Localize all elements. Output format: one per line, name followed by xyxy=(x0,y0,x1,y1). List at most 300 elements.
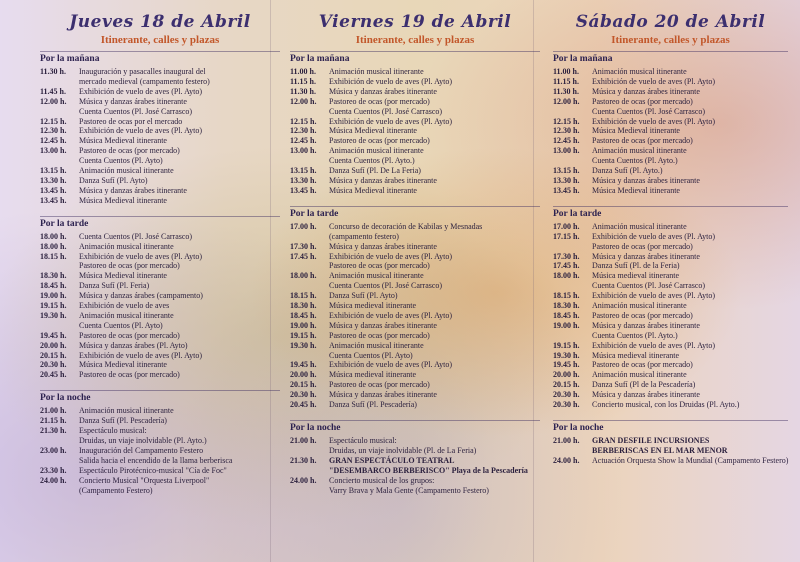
event-time xyxy=(40,261,79,271)
event-description: Pastoreo de ocas por el mercado xyxy=(79,116,183,126)
schedule-row xyxy=(40,456,280,466)
event-description: Pastoreo de ocas (por mercado) xyxy=(79,330,180,340)
event-description: Cuenta Cuentos (Pl. José Carrasco) xyxy=(79,106,193,116)
event-time xyxy=(553,107,592,117)
schedule-row xyxy=(290,291,540,301)
event-time: 13.15 h. xyxy=(553,166,580,176)
schedule-row xyxy=(553,351,788,361)
event-description: Música y danzas árabes itinerante xyxy=(79,96,187,106)
event-description: Espectáculo musical: xyxy=(79,426,147,436)
event-description: Música y danzas árabes itinerante xyxy=(329,241,437,251)
schedule-row xyxy=(553,87,788,97)
schedule-row xyxy=(40,196,280,206)
schedule-row xyxy=(290,136,540,146)
section-heading: Por la noche xyxy=(40,390,280,404)
event-description: Música Medieval itinerante xyxy=(329,185,417,195)
schedule-row xyxy=(553,301,788,311)
schedule-row xyxy=(40,341,280,351)
event-description: Música y danzas árabes itinerante xyxy=(79,185,187,195)
schedule-row xyxy=(553,232,788,242)
event-description: Pastoreo de ocas (por mercado) xyxy=(592,360,693,370)
schedule-row xyxy=(290,252,540,262)
event-description: Animación musical itinerante xyxy=(592,146,687,156)
day-title: Sábado 20 de Abril xyxy=(575,12,766,32)
schedule-row xyxy=(40,126,280,136)
event-time xyxy=(290,261,329,271)
event-description: Exhibición de vuelo de aves (Pl. Ayto) xyxy=(79,350,203,360)
event-time: 19.15 h. xyxy=(553,340,580,350)
schedule-row xyxy=(290,77,540,87)
schedule-row xyxy=(40,271,280,281)
schedule-row xyxy=(290,466,540,476)
event-description: Animación musical itinerante xyxy=(592,301,687,311)
event-time: 19.00 h. xyxy=(40,291,67,301)
event-time: 20.30 h. xyxy=(553,400,580,410)
event-time: 19.30 h. xyxy=(40,310,67,320)
event-description: "DESEMBARCO BERBERISCO" Playa de la Pescadería xyxy=(329,465,528,475)
event-description: Exhibición de vuelo de aves (Pl. Ayto) xyxy=(79,126,203,136)
event-time: 20.15 h. xyxy=(553,380,580,390)
schedule-row xyxy=(40,186,280,196)
schedule-row xyxy=(553,291,788,301)
schedule-row xyxy=(290,87,540,97)
event-time: 11.30 h. xyxy=(553,86,580,96)
schedule-row xyxy=(290,281,540,291)
event-description: Pastoreo de ocas (por mercado) xyxy=(592,96,693,106)
event-description: Cuenta Cuentos (Pl. José Carrasco) xyxy=(592,281,706,291)
section-heading: Por la noche xyxy=(290,420,540,434)
schedule-list xyxy=(553,222,788,410)
event-description: Música y danzas árabes itinerante xyxy=(592,251,700,261)
schedule-row xyxy=(290,107,540,117)
event-time: 13.00 h. xyxy=(290,146,317,156)
event-time xyxy=(40,486,79,496)
schedule-row xyxy=(553,390,788,400)
schedule-row xyxy=(290,261,540,271)
event-description: Música Medieval itinerante xyxy=(79,360,167,370)
schedule-row xyxy=(40,436,280,446)
event-description: Concierto musical, con los Druidas (Pl. Ayto.) xyxy=(592,400,740,410)
schedule-row xyxy=(40,446,280,456)
event-time: 19.15 h. xyxy=(40,301,67,311)
schedule-row xyxy=(553,436,788,446)
event-description: Animación musical itinerante xyxy=(79,166,174,176)
event-description: Pastoreo de ocas (por mercado) xyxy=(79,261,180,271)
schedule-row xyxy=(290,360,540,370)
schedule-row xyxy=(553,380,788,390)
event-description: Música medieval itinerante xyxy=(329,370,417,380)
schedule-row xyxy=(553,321,788,331)
schedule-row xyxy=(553,370,788,380)
event-time: 11.30 h. xyxy=(40,67,67,76)
event-description: Danza Sufí (Pl. Pescadería) xyxy=(79,416,167,426)
event-description: Exhibición de vuelo de aves (Pl. Ayto) xyxy=(79,86,203,96)
event-description: Animación musical itinerante xyxy=(79,241,174,251)
schedule-row xyxy=(553,97,788,107)
schedule-row xyxy=(40,156,280,166)
schedule-row xyxy=(40,476,280,486)
schedule-row xyxy=(290,380,540,390)
event-time: 13.00 h. xyxy=(40,146,67,156)
schedule-row xyxy=(290,126,540,136)
event-time: 17.30 h. xyxy=(553,251,580,261)
event-description: Música Medieval itinerante xyxy=(79,271,167,281)
schedule-row xyxy=(290,331,540,341)
schedule-row xyxy=(290,311,540,321)
schedule-row xyxy=(553,117,788,127)
event-time: 20.45 h. xyxy=(40,370,67,380)
schedule-row xyxy=(290,176,540,186)
event-time xyxy=(40,77,79,87)
event-time xyxy=(553,281,592,291)
event-description: Música Medieval itinerante xyxy=(592,185,680,195)
event-description: Música y danzas árabes itinerante xyxy=(329,390,437,400)
day-column xyxy=(40,0,280,562)
schedule-list xyxy=(553,436,788,466)
section-heading: Por la mañana xyxy=(290,51,540,65)
event-description: Cuenta Cuentos (Pl. José Carrasco) xyxy=(329,281,443,291)
schedule-row xyxy=(290,232,540,242)
event-description: Música y danzas árabes itinerante xyxy=(329,320,437,330)
event-description: Salida hacia el encendido de la llama berberisca xyxy=(79,455,233,465)
event-time xyxy=(290,156,329,166)
schedule-row xyxy=(290,186,540,196)
event-description: Animación musical itinerante xyxy=(592,67,687,76)
event-description: Música y danzas árabes (Pl. Ayto) xyxy=(79,340,188,350)
event-description: Pastoreo de ocas (por mercado) xyxy=(79,146,180,156)
schedule-row xyxy=(40,107,280,117)
event-time: 18.15 h. xyxy=(40,251,67,261)
event-time: 18.00 h. xyxy=(40,231,67,241)
schedule-row xyxy=(553,400,788,410)
event-description: Animación musical itinerante xyxy=(79,406,174,416)
event-description: Animación musical itinerante xyxy=(592,221,687,231)
event-description: Cuenta Cuentos (Pl. Ayto) xyxy=(79,320,163,330)
schedule-row xyxy=(553,166,788,176)
schedule-row xyxy=(553,360,788,370)
schedule-list xyxy=(40,406,280,495)
schedule-row xyxy=(40,281,280,291)
event-time: 17.00 h. xyxy=(290,221,317,231)
event-time: 18.30 h. xyxy=(290,301,317,311)
event-time xyxy=(290,351,329,361)
event-description: Música medieval itinerante xyxy=(592,271,680,281)
schedule-row xyxy=(290,446,540,456)
schedule-row xyxy=(553,261,788,271)
schedule-row xyxy=(40,166,280,176)
event-time: 13.45 h. xyxy=(290,185,317,195)
event-description: BERBERISCAS EN EL MAR MENOR xyxy=(592,445,728,455)
schedule-row xyxy=(290,390,540,400)
event-description: Música Medieval itinerante xyxy=(79,195,167,205)
event-description: Pastoreo de ocas (por mercado) xyxy=(329,261,430,271)
event-time: 13.15 h. xyxy=(40,166,67,176)
day-subtitle: Itinerante, calles y plazas xyxy=(355,34,475,46)
event-time: 11.00 h. xyxy=(553,67,580,76)
event-description: Danza Sufí (Pl. De La Feria) xyxy=(329,166,421,176)
event-time: 24.00 h. xyxy=(40,475,67,485)
schedule-row xyxy=(40,146,280,156)
schedule-row xyxy=(40,261,280,271)
event-time xyxy=(290,107,329,117)
event-time xyxy=(40,456,79,466)
event-time xyxy=(40,107,79,117)
schedule-row xyxy=(553,242,788,252)
event-description: (Campamento Festero) xyxy=(79,485,153,495)
schedule-row xyxy=(290,271,540,281)
event-description: Druidas, un viaje inolvidable (Pl. de La Feria) xyxy=(329,445,477,455)
event-description: Música Medieval itinerante xyxy=(79,136,167,146)
schedule-row xyxy=(40,426,280,436)
section-heading: Por la mañana xyxy=(553,51,788,65)
event-time: 12.45 h. xyxy=(290,136,317,146)
event-time: 21.00 h. xyxy=(290,436,317,445)
event-description: Exhibición de vuelo de aves (Pl. Ayto) xyxy=(592,76,716,86)
day-column xyxy=(290,0,540,562)
event-time: 12.15 h. xyxy=(290,116,317,126)
schedule-row xyxy=(40,242,280,252)
event-time: 21.00 h. xyxy=(40,406,67,416)
event-description: Danza Sufí (Pl. Pescadería) xyxy=(329,400,417,410)
event-time: 21.30 h. xyxy=(290,455,317,465)
schedule-row xyxy=(553,446,788,456)
event-time: 18.45 h. xyxy=(290,310,317,320)
event-time: 21.30 h. xyxy=(40,426,67,436)
event-time: 20.00 h. xyxy=(290,370,317,380)
event-description: Inauguración y pasacalles inaugural del xyxy=(79,67,206,76)
schedule-row xyxy=(553,146,788,156)
event-time xyxy=(290,466,329,476)
schedule-row xyxy=(290,117,540,127)
section-heading: Por la tarde xyxy=(290,206,540,220)
schedule-row xyxy=(553,126,788,136)
section-heading: Por la noche xyxy=(553,420,788,434)
event-time: 20.30 h. xyxy=(40,360,67,370)
schedule-row xyxy=(40,360,280,370)
event-description: Animación musical itinerante xyxy=(592,370,687,380)
schedule-row xyxy=(40,301,280,311)
event-time: 12.30 h. xyxy=(553,126,580,136)
event-description: Animación musical itinerante xyxy=(329,271,424,281)
schedule-row xyxy=(553,186,788,196)
schedule-row xyxy=(40,291,280,301)
event-description: Exhibición de vuelo de aves (Pl. Ayto) xyxy=(592,291,716,301)
schedule-row xyxy=(40,252,280,262)
event-time: 19.45 h. xyxy=(40,330,67,340)
event-description: Música y danzas árabes itinerante xyxy=(592,175,700,185)
event-time: 20.15 h. xyxy=(40,350,67,360)
schedule-row xyxy=(40,87,280,97)
event-time: 23.00 h. xyxy=(40,445,67,455)
event-description: Cuenta Cuentos (Pl. José Carrasco) xyxy=(592,106,706,116)
day-title: Jueves 18 de Abril xyxy=(69,12,251,32)
schedule-list xyxy=(290,436,540,495)
schedule-row xyxy=(553,252,788,262)
event-time xyxy=(40,156,79,166)
event-time: 12.45 h. xyxy=(40,136,67,146)
event-description: Concurso de decoración de Kabilas y Mesnadas xyxy=(329,221,483,231)
event-description: Exhibición de vuelo de aves (Pl. Ayto) xyxy=(329,310,453,320)
event-time: 18.00 h. xyxy=(40,241,67,251)
event-time: 13.30 h. xyxy=(553,175,580,185)
event-description: mercado medieval (campamento festero) xyxy=(79,76,210,86)
event-time: 20.45 h. xyxy=(290,400,317,410)
event-description: Concierto Musical "Orquesta Liverpool" xyxy=(79,475,210,485)
event-time: 24.00 h. xyxy=(290,475,317,485)
event-time: 20.00 h. xyxy=(553,370,580,380)
event-time: 19.45 h. xyxy=(553,360,580,370)
schedule-row xyxy=(40,416,280,426)
event-description: Cuenta Cuentos (Pl. Ayto.) xyxy=(592,156,678,166)
event-description: Pastoreo de ocas (por mercado) xyxy=(592,136,693,146)
event-description: Exhibición de vuelo de aves (Pl. Ayto) xyxy=(329,116,453,126)
section-heading: Por la mañana xyxy=(40,51,280,65)
event-time: 13.00 h. xyxy=(553,146,580,156)
event-time: 18.30 h. xyxy=(40,271,67,281)
event-time: 19.00 h. xyxy=(290,320,317,330)
event-time: 13.15 h. xyxy=(290,166,317,176)
event-time: 20.30 h. xyxy=(290,390,317,400)
event-description: Música medieval itinerante xyxy=(329,301,417,311)
event-time xyxy=(290,232,329,242)
event-time: 18.45 h. xyxy=(40,281,67,291)
event-description: (campamento festero) xyxy=(329,231,399,241)
event-description: Animación musical itinerante xyxy=(329,67,424,76)
schedule-row xyxy=(290,456,540,466)
event-time: 11.00 h. xyxy=(290,67,317,76)
event-time: 20.15 h. xyxy=(290,380,317,390)
schedule-row xyxy=(290,486,540,496)
schedule-row xyxy=(290,400,540,410)
event-time: 23.30 h. xyxy=(40,465,67,475)
schedule-row xyxy=(40,331,280,341)
event-description: Exhibición de vuelo de aves xyxy=(79,301,170,311)
event-time xyxy=(290,486,329,496)
schedule-row xyxy=(40,466,280,476)
event-time xyxy=(553,156,592,166)
schedule-row xyxy=(553,271,788,281)
schedule-row xyxy=(290,321,540,331)
event-description: Concierto musical de los grupos: xyxy=(329,475,435,485)
event-time: 24.00 h. xyxy=(553,455,580,465)
event-time: 20.30 h. xyxy=(553,390,580,400)
schedule-row xyxy=(40,370,280,380)
schedule-row xyxy=(553,311,788,321)
event-time: 12.00 h. xyxy=(40,96,67,106)
schedule-row xyxy=(40,406,280,416)
event-time: 11.30 h. xyxy=(290,86,317,96)
schedule-row xyxy=(553,156,788,166)
schedule-row xyxy=(290,67,540,77)
event-time: 12.30 h. xyxy=(40,126,67,136)
event-time: 11.15 h. xyxy=(290,76,317,86)
event-time: 13.30 h. xyxy=(290,175,317,185)
schedule-row xyxy=(290,436,540,446)
event-description: GRAN ESPECTÁCULO TEATRAL xyxy=(329,455,455,465)
event-time: 18.00 h. xyxy=(553,271,580,281)
event-description: Exhibición de vuelo de aves (Pl. Ayto) xyxy=(592,116,716,126)
schedule-row xyxy=(290,146,540,156)
event-description: Actuación Orquesta Show la Mundial (Campamento Festero) xyxy=(592,455,789,465)
schedule-row xyxy=(290,341,540,351)
schedule-row xyxy=(290,370,540,380)
schedule-row xyxy=(553,331,788,341)
event-description: Pastoreo de ocas (por mercado) xyxy=(329,330,430,340)
event-description: Danza Sufí (Pl de la Pescadería) xyxy=(592,380,696,390)
schedule-row xyxy=(290,156,540,166)
schedule-row xyxy=(40,67,280,77)
event-description: Exhibición de vuelo de aves (Pl. Ayto) xyxy=(79,251,203,261)
event-time: 18.30 h. xyxy=(553,301,580,311)
schedule-list xyxy=(290,222,540,410)
event-description: Cuenta Cuentos (Pl. Ayto) xyxy=(329,350,413,360)
event-description: Danza Sufí (Pl. Ayto) xyxy=(329,291,398,301)
schedule-row xyxy=(40,117,280,127)
schedule-row xyxy=(40,321,280,331)
event-description: Música Medieval itinerante xyxy=(592,126,680,136)
event-description: Música y danzas árabes (campamento) xyxy=(79,291,203,301)
event-time: 19.30 h. xyxy=(290,340,317,350)
schedule-row xyxy=(553,281,788,291)
schedule-row xyxy=(40,311,280,321)
event-description: Música Medieval itinerante xyxy=(329,126,417,136)
event-time: 20.00 h. xyxy=(40,340,67,350)
event-time: 12.00 h. xyxy=(290,96,317,106)
event-time: 13.45 h. xyxy=(40,185,67,195)
event-time: 13.45 h. xyxy=(40,195,67,205)
event-description: Espectáculo Pirotécnico-musical "Cía de Foc" xyxy=(79,465,227,475)
event-time xyxy=(553,446,592,456)
event-time: 18.15 h. xyxy=(553,291,580,301)
day-subtitle: Itinerante, calles y plazas xyxy=(611,34,730,46)
event-time: 21.00 h. xyxy=(553,436,580,445)
event-time: 12.00 h. xyxy=(553,96,580,106)
event-description: Pastoreo de ocas (por mercado) xyxy=(592,241,693,251)
event-description: Pastoreo de ocas (por mercado) xyxy=(329,380,430,390)
event-time: 19.45 h. xyxy=(290,360,317,370)
schedule-row xyxy=(290,97,540,107)
event-description: Música y danzas árabes itinerante xyxy=(592,390,700,400)
event-time: 18.15 h. xyxy=(290,291,317,301)
schedule-row xyxy=(553,136,788,146)
event-description: Exhibición de vuelo de aves (Pl. Ayto) xyxy=(329,76,453,86)
event-time: 12.30 h. xyxy=(290,126,317,136)
event-time: 19.30 h. xyxy=(553,350,580,360)
event-time: 12.45 h. xyxy=(553,136,580,146)
event-description: Exhibición de vuelo de aves (Pl. Ayto) xyxy=(592,340,716,350)
event-time: 11.15 h. xyxy=(553,76,580,86)
event-description: GRAN DESFILE INCURSIONES xyxy=(592,436,710,445)
schedule-row xyxy=(40,486,280,496)
schedule-row xyxy=(40,232,280,242)
event-time: 19.00 h. xyxy=(553,320,580,330)
event-description: Varry Brava y Mala Gente (Campamento Festero) xyxy=(329,485,489,495)
event-time: 13.30 h. xyxy=(40,175,67,185)
event-description: Inauguración del Campamento Festero xyxy=(79,445,204,455)
event-time xyxy=(553,331,592,341)
event-description: Cuenta Cuentos (Pl. Ayto) xyxy=(79,156,163,166)
event-time xyxy=(40,436,79,446)
event-description: Exhibición de vuelo de aves (Pl. Ayto) xyxy=(329,251,453,261)
event-time: 11.45 h. xyxy=(40,86,67,96)
event-description: Danza Sufí (Pl. Ayto.) xyxy=(592,166,663,176)
event-time: 17.15 h. xyxy=(553,231,580,241)
event-description: Exhibición de vuelo de aves (Pl. Ayto) xyxy=(329,360,453,370)
schedule-list xyxy=(40,67,280,206)
event-description: Druidas, un viaje inolvidable (Pl. Ayto.) xyxy=(79,436,207,445)
event-description: Danza Sufí (Pl. Feria) xyxy=(79,281,150,291)
event-time: 12.15 h. xyxy=(40,116,67,126)
